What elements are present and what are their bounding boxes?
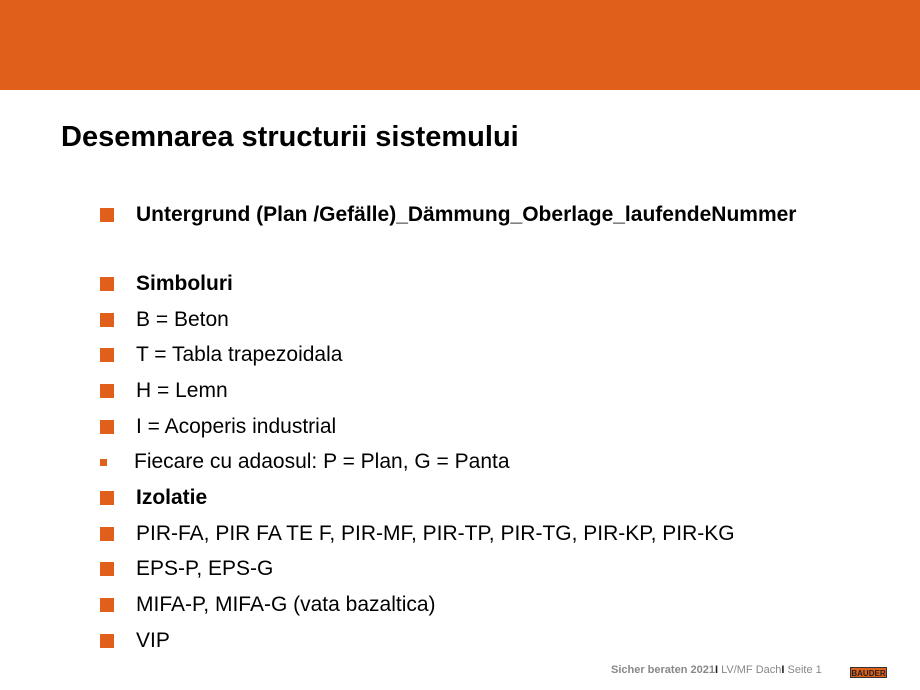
list-item-text: T = Tabla trapezoidala — [136, 343, 343, 366]
footer-separator: I — [714, 664, 719, 676]
list-item — [100, 519, 735, 549]
bullet-icon — [100, 634, 114, 648]
list-item-text: VIP — [136, 629, 170, 652]
footer-separator: I — [781, 664, 785, 676]
list-item-text: Untergrund (Plan /Gefälle)_Dämmung_Oberlage_laufendeNummer — [136, 203, 797, 226]
footer-dept: LV/MF Dach — [721, 664, 782, 676]
list-item-text: MIFA-P, MIFA-G (vata bazaltica) — [136, 593, 436, 616]
list-item — [100, 626, 170, 656]
list-item-text: B = Beton — [136, 308, 229, 331]
bullet-icon — [100, 384, 114, 398]
list-item — [100, 590, 436, 620]
page-title: Desemnarea structurii sistemului — [61, 121, 519, 153]
list-item-text: Simboluri — [136, 272, 233, 295]
bullet-icon — [100, 348, 114, 362]
list-item-text: EPS-P, EPS-G — [136, 557, 274, 580]
list-item-text: I = Acoperis industrial — [136, 415, 337, 438]
list-item — [100, 412, 336, 442]
bullet-icon — [100, 491, 114, 505]
bullet-icon — [100, 277, 114, 291]
header-bar — [0, 0, 920, 90]
list-item-text: Izolatie — [136, 486, 208, 509]
footer-page: Seite 1 — [787, 664, 822, 676]
list-item — [100, 200, 796, 230]
list-item — [100, 340, 342, 370]
bullet-icon — [100, 420, 114, 434]
list-item — [100, 376, 228, 406]
bullet-icon — [100, 527, 114, 541]
footer — [611, 664, 822, 676]
bullet-icon — [100, 208, 114, 222]
list-item-text: PIR-FA, PIR FA TE F, PIR-MF, PIR-TP, PIR-TG, PIR-KP, PIR-KG — [136, 522, 735, 545]
list-item — [100, 305, 229, 335]
bullet-icon — [100, 313, 114, 327]
footer-brand: Sicher beraten 2021 — [611, 664, 715, 676]
bullet-icon — [100, 459, 107, 466]
bullet-icon — [100, 562, 114, 576]
list-item-text: H = Lemn — [136, 379, 228, 402]
list-item — [100, 554, 273, 584]
list-item — [100, 483, 207, 513]
list-item — [100, 269, 233, 299]
list-item — [100, 447, 510, 477]
list-item-text: Fiecare cu adaosul: P = Plan, G = Panta — [134, 450, 510, 473]
bullet-icon — [100, 598, 114, 612]
bauder-logo: BAUDER — [851, 669, 886, 678]
